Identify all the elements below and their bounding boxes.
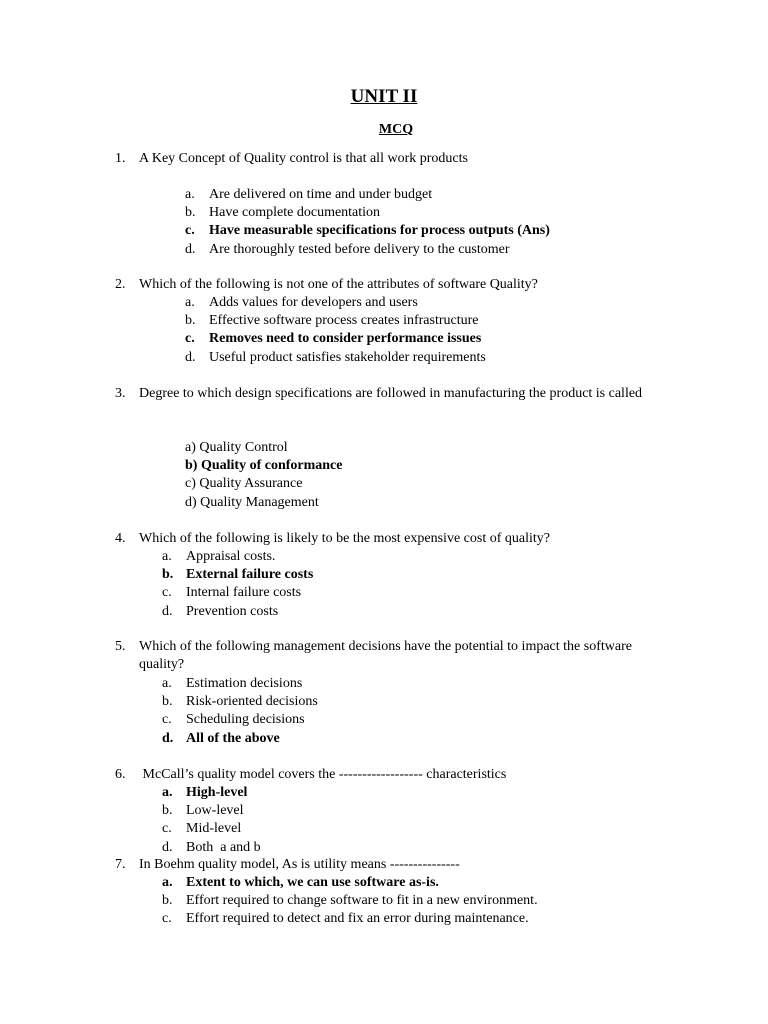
option-label: c.	[162, 585, 172, 601]
option-text: Risk-oriented decisions	[186, 694, 318, 710]
option-text: c) Quality Assurance	[185, 476, 303, 492]
option-text: All of the above	[186, 730, 280, 746]
question-text: Which of the following is likely to be the most expensive cost of quality?	[139, 531, 550, 546]
option-text: Are thoroughly tested before delivery to the customer	[209, 241, 510, 257]
option-label: a.	[185, 295, 195, 310]
option-text: Are delivered on time and under budget	[209, 187, 433, 202]
question-number: 7.	[115, 857, 126, 872]
option-d	[185, 494, 342, 512]
option-text: d) Quality Management	[185, 494, 319, 510]
option-b-answer	[185, 457, 342, 475]
option-c	[185, 475, 342, 493]
question-3-options	[185, 439, 342, 512]
option-label: d.	[162, 603, 173, 619]
question-number: 6.	[115, 767, 126, 782]
option-text: Removes need to consider performance issues	[209, 331, 482, 347]
question-7	[115, 856, 675, 874]
option-text: Have complete documentation	[209, 205, 381, 221]
option-label: a.	[162, 875, 173, 890]
option-text: Scheduling decisions	[186, 712, 305, 728]
option-label: d.	[162, 839, 173, 855]
question-text: Which of the following management decisions have the potential to impact the software quality?	[139, 639, 632, 673]
option-a	[185, 439, 342, 457]
question-number: 5.	[115, 639, 126, 654]
option-label: c.	[185, 331, 195, 347]
option-text: Effort required to change software to fit in a new environment.	[186, 893, 538, 909]
question-text: McCall’s quality model covers the ------------------ characteristics	[139, 767, 507, 782]
question-4	[115, 530, 675, 548]
option-label: a.	[162, 549, 172, 564]
option-text: Effort required to detect and fix an error during maintenance.	[186, 911, 529, 927]
option-label: c.	[162, 911, 172, 927]
question-number: 2.	[115, 277, 126, 292]
option-text: b) Quality of conformance	[185, 458, 343, 474]
option-label: b.	[185, 313, 196, 329]
option-text: Adds values for developers and users	[209, 295, 418, 310]
question-number: 1.	[115, 151, 126, 166]
option-text: Estimation decisions	[186, 676, 303, 691]
question-number: 4.	[115, 531, 126, 546]
option-label: c.	[162, 712, 172, 728]
option-label: c.	[185, 223, 195, 239]
question-text: In Boehm quality model, As is utility means ---------------	[139, 857, 460, 872]
option-text: High-level	[186, 785, 248, 800]
option-text: Low-level	[186, 803, 244, 819]
option-text: Extent to which, we can use software as-is.	[186, 875, 439, 890]
option-text: External failure costs	[186, 567, 314, 583]
question-number: 3.	[115, 386, 126, 401]
option-label: a.	[162, 676, 172, 691]
option-label: a.	[162, 785, 173, 800]
option-label: b.	[162, 694, 173, 710]
option-text: Appraisal costs.	[186, 549, 276, 564]
option-label: b.	[162, 893, 173, 909]
option-text: Prevention costs	[186, 603, 279, 619]
option-label: d.	[185, 349, 196, 365]
option-text: Useful product satisfies stakeholder requirements	[209, 349, 486, 365]
question-text: A Key Concept of Quality control is that all work products	[139, 151, 468, 166]
option-label: b.	[185, 205, 196, 221]
option-text: Have measurable specifications for process outputs (Ans)	[209, 223, 550, 239]
page-subtitle: MCQ	[378, 122, 414, 137]
option-label: b.	[162, 567, 174, 583]
option-label: d.	[185, 241, 196, 257]
question-2	[115, 276, 675, 294]
question-6	[115, 766, 675, 784]
question-text: Which of the following is not one of the attributes of software Quality?	[139, 277, 538, 292]
option-text: Effective software process creates infrastructure	[209, 313, 479, 329]
option-label: c.	[162, 821, 172, 837]
question-5	[115, 638, 675, 674]
option-label: b.	[162, 803, 173, 819]
question-1	[115, 150, 675, 168]
option-text: Mid-level	[186, 821, 242, 837]
question-3	[115, 385, 675, 403]
option-text: Internal failure costs	[186, 585, 302, 601]
option-label: a.	[185, 187, 195, 202]
option-text: a) Quality Control	[185, 440, 288, 455]
page-title: UNIT II	[350, 86, 418, 107]
option-label: d.	[162, 730, 174, 746]
question-text: Degree to which design specifications are followed in manufacturing the product is called	[139, 386, 643, 401]
option-text: Both a and b	[186, 839, 261, 855]
